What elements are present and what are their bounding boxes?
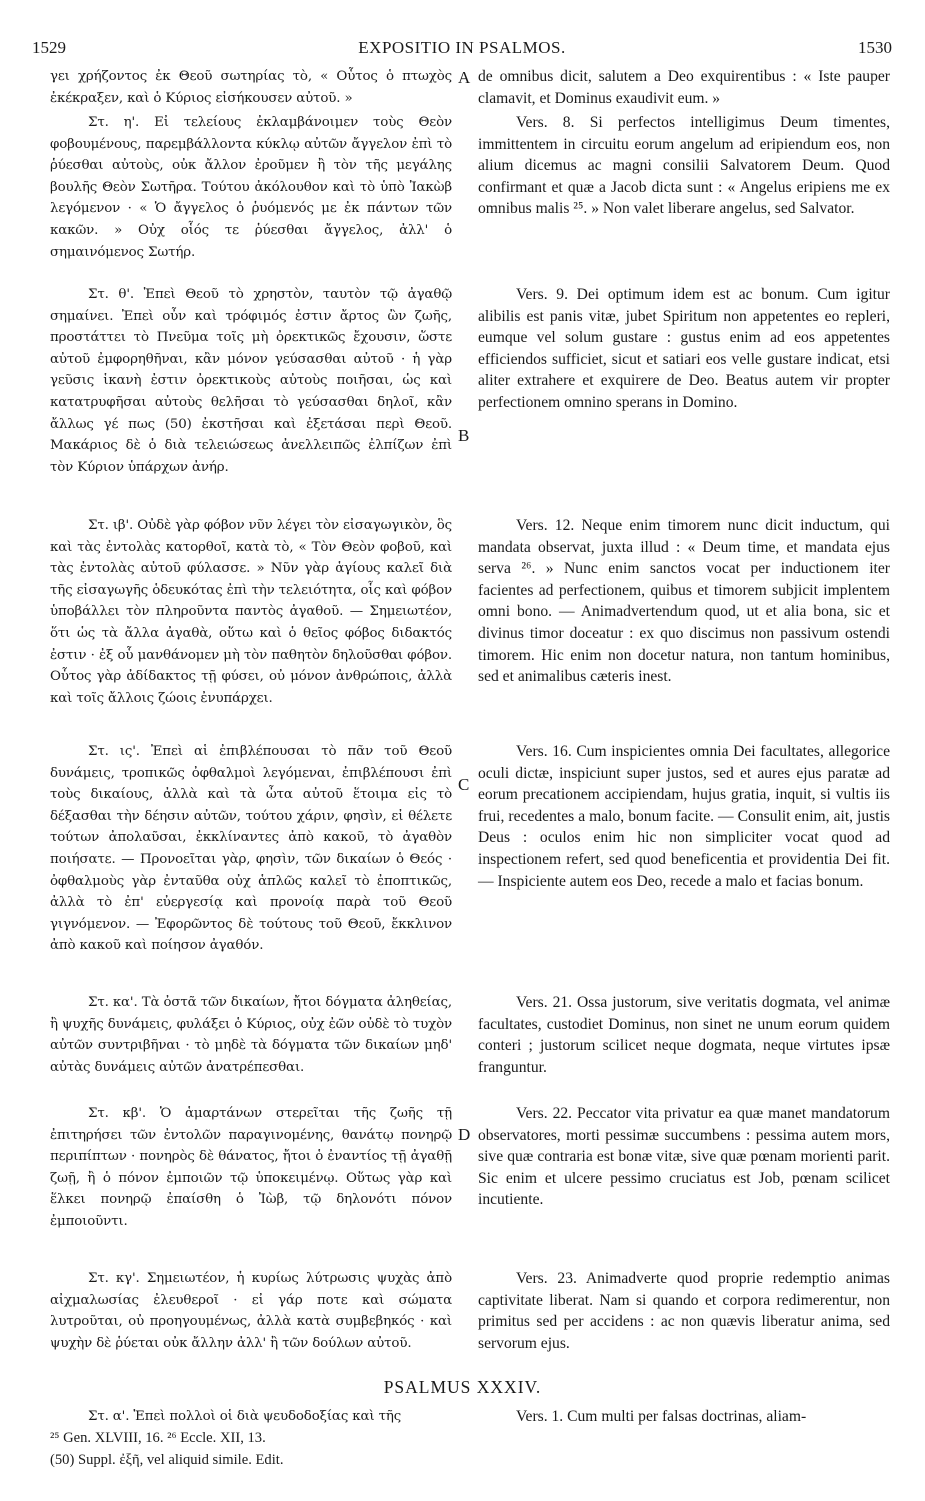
footnote-note: (50) Suppl. ἐξῆ, vel aliquid simile. Edit. [50,1452,284,1468]
page-number-left: 1529 [32,38,66,57]
latin-paragraph-7: Vers. 22. Peccator vita privatur ea quæ manet mandatorum observatores, morti pessimæ succumbens : pessima autem mors, sive quæ contraria est bonæ vitæ, sive quæ pœnam morienti parit. Sic enim et ulcere pessimo cruciatus est Job, pœnam scilicet incutiente. [478,1105,890,1209]
margin-marker-c: C [458,775,470,794]
latin-paragraph-3: Vers. 9. Dei optimum idem est ac bonum. Cum igitur alibilis est panis vitæ, jubet Spiritum non appetentes eo repleri, eumque vel solum gustare : gustus enim ad eos appetentes efficiendos sufficiet, sicut et satiari eos velle gustare indicat, etsi aliter extrahere et exquirere de Deo. Beatus autem vir propter perfectionem omnino sperans in Domino. [478,286,890,411]
latin-paragraph-5: Vers. 16. Cum inspicientes omnia Dei facultates, allegorice oculi dictæ, inspiciunt super justos, sed et aures ejus paratæ ad eorum precationem accipiendam, hujus gratia, inquit, si vultis iis frui, recedentes a malo, bonum facite. — Consulit enim, ait, justis Deus : oculos enim hic non simpliciter vocat quod ad inspectionem refert, sed quod beneficentia et providentia Dei fit. — Inspiciente autem eos Deo, recede a malo et facias bonum. [478,743,890,890]
latin-paragraph-4: Vers. 12. Neque enim timorem nunc dicit inductum, qui mandata observat, juxta illud : « Deum time, et mandata ejus serva ²⁶. » Nunc enim sanctos vocat per inductionem iter facientes ad perfectionem, quibus et timorem subjicit implentem omni bono. — Animadvertendum quod, ut et alia bona, sic et divinus timor doceatur : ex quo discimus non passivum ostendi timorem. Hic enim non docetur natura, non tantum hominibus, sed et animalibus cæteris inest. [478,517,890,686]
latin-paragraph-8: Vers. 23. Animadverte quod proprie redemptio animas captivitate liberat. Nam si quando et corpora redimerentur, non primitus sed per accidens : ac non quævis liberatur anima, sed servorum ejus. [478,1270,890,1352]
page-number-right: 1530 [858,38,892,57]
running-title: EXPOSITIO IN PSALMOS. [358,38,566,57]
latin-paragraph-6: Vers. 21. Ossa justorum, sive veritatis dogmata, vel animæ facultates, custodiet Dominus, non sinet ne unum eorum quidem conteri ; justorum scilicet neque dogmata, neque virtutes ipsæ franguntur. [478,994,890,1076]
latin-paragraph-1: de omnibus dicit, salutem a Deo exquirentibus : « Iste pauper clamavit, et Dominus exaudivit eum. » [478,68,890,107]
greek-paragraph-4: Στ. ιβ'. Οὐδὲ γὰρ φόβον νῦν λέγει τὸν εἰσαγωγικὸν, ὃς καὶ τὰς ἐντολὰς κατορθοῖ, κατὰ τὸ, « Τὸν Θεὸν φοβοῦ, καὶ τὰς ἐντολὰς αὐτοῦ φύλασσε. » Νῦν γὰρ ἁγίους καλεῖ διὰ τῆς εἰσαγωγῆς ὁδευκότας ἐπὶ τὴν τελειότητα, οἷς καὶ φόβον ὑποβάλλει τὸν πληροῦντα παντὸς ἀγαθοῦ. — Σημειωτέον, ὅτι ὡς τὰ ἄλλα ἀγαθὰ, οὕτω καὶ ὁ θεῖος φόβος διδακτός ἐστιν · ἐξ οὗ μανθάνομεν μὴ τὸν παθητὸν δηλοῦσθαι φόβον. Οὗτος γὰρ ἀδίδακτος τῇ φύσει, οὐ μόνον ἀνθρώποις, ἀλλὰ καὶ τοῖς ἄλλοις ζώοις ἐνυπάρχει. [50,518,452,706]
greek-paragraph-5: Στ. ις'. Ἐπεὶ αἱ ἐπιβλέπουσαι τὸ πᾶν τοῦ Θεοῦ δυνάμεις, τροπικῶς ὀφθαλμοὶ λεγόμεναι, ἐπιβλέπουσι ἐπὶ τοὺς δικαίους, ἀλλὰ καὶ τὰ ὦτα αὐτοῦ ἕτοιμα εἰς τὸ δέξασθαι τὴν δέησιν αὐτῶν, τούτου χάριν, φησὶν, εἰ θέλετε τούτων ἀπολαῦσαι, ἐκκλίναντες ἀπὸ κακοῦ, τὸ ἀγαθὸν ποιήσατε. — Προνοεῖται γὰρ, φησὶν, τῶν δικαίων ὁ Θεός · ὀφθαλμοὺς γὰρ ἐνταῦθα οὐχ ἁπλῶς καλεῖ τὸ ἐποπτικῶς, ἀλλὰ τὸ ἐπ' εὐεργεσίᾳ καὶ προνοίᾳ παρὰ τοῦ Θεοῦ γιγνόμενον. — Ἐφορῶντος δὲ τούτους τοῦ Θεοῦ, ἔκκλινον ἀπὸ κακοῦ καὶ ποίησον ἀγαθόν. [50,744,452,954]
greek-paragraph-6: Στ. κα'. Τὰ ὀστᾶ τῶν δικαίων, ἤτοι δόγματα ἀληθείας, ἢ ψυχῆς δυνάμεις, φυλάξει ὁ Κύριος, οὐχ ἐῶν οὐδὲ τὸ τυχὸν αὐτῶν συντριβῆναι · τὸ μηδὲ τὰ δόγματα τῶν δικαίων μηδ' αὐτὰς δυνάμεις αὐτῶν ἀνατρέπεσθαι. [50,995,452,1075]
latin-paragraph-2: Vers. 8. Si perfectos intelligimus Deum timentes, immittentem in circuitu eorum angelum ad eripiendum eos, non alium dicemus ac magni consilii Salvatorem Deum. Quod confirmant et quæ a Jacob dicta sunt : « Angelus eripiens me ex omnibus malis ²⁵. » Non valet liberare angelus, sed Salvator. [478,114,890,218]
margin-marker-b: B [458,426,470,445]
latin-paragraph-9: Vers. 1. Cum multi per falsas doctrinas, aliam- [516,1408,807,1425]
page-header [32,38,892,60]
greek-paragraph-1: γει χρήζοντος ἐκ Θεοῦ σωτηρίας τὸ, « Οὗτος ὁ πτωχὸς ἐκέκραξεν, καὶ ὁ Κύριος εἰσήκουσεν αὐτοῦ. » [50,69,452,106]
margin-marker-a: A [458,68,471,87]
greek-paragraph-3: Στ. θ'. Ἐπεὶ Θεοῦ τὸ χρηστὸν, ταυτὸν τῷ ἀγαθῷ σημαίνει. Ἐπεὶ οὖν καὶ τρόφιμός ἐστιν ἄρτος ὢν ζωῆς, προστάττει τὸ Πνεῦμα τοῖς μὴ ὀρεκτικῶς ἔχουσιν, ὥστε αὐτοῦ ἐμφορηθῆναι, κἂν μόνον γεύσασθαι αὐτοῦ · ἡ γὰρ γεῦσις ἱκανὴ ἐστιν ὀρεκτικοὺς αὐτοὺς ποιῆσαι, ὡς καὶ κατατρυφῆσαι αὐτοὺς θελῆσαι τὸ γεύσασθαι δηλοῖ, κἂν ἄλλως γέ πως (50) ἐκστῆσαι καὶ ἐξετάσαι περὶ Θεοῦ. Μακάριος δὲ ὁ διὰ τελειώσεως ἀνελλειπῶς ἐλπίζων ἐπὶ τὸν Κύριον ὑπάρχων ἀνήρ. [50,287,452,475]
footnote-references: ²⁵ Gen. XLVIII, 16. ²⁶ Eccle. XII, 13. [50,1430,266,1446]
greek-paragraph-2: Στ. η'. Εἰ τελείους ἐκλαμβάνοιμεν τοὺς Θεὸν φοβουμένους, παρεμβάλλοντα κύκλῳ αὐτῶν ἄγγελον ἐπὶ τὸ ῥύεσθαι αὐτοὺς, οὐκ ἄλλον ἐροῦμεν ἢ τὸν τῆς μεγάλης βουλῆς Θεὸν Σωτῆρα. Τούτου ἀκόλουθον καὶ τὸ ὑπὸ Ἰακὼβ λεγόμενον · « Ὁ ἄγγελος ὁ ῥυόμενός με ἐκ πάντων τῶν κακῶν. » Οὐχ οἷός τε ῥύεσθαι ἄγγελος, ἀλλ' ὁ σημαινόμενος Σωτήρ. [50,115,452,260]
psalm-heading: PSALMUS XXXIV. [383,1377,542,1397]
greek-paragraph-9: Στ. α'. Ἐπεὶ πολλοὶ οἱ διὰ ψευδοδοξίας καὶ τῆς [88,1409,402,1424]
greek-paragraph-8: Στ. κγ'. Σημειωτέον, ἡ κυρίως λύτρωσις ψυχὰς ἀπὸ αἰχμαλωσίας ἐλευθεροῖ · εἰ γάρ ποτε καὶ σώματα λυτροῦται, οὐ προηγουμένως, ἀλλὰ κατὰ συμβεβηκός · καὶ ψυχὴν δὲ ῥύεται οὐκ ἄλλην ἀλλ' ἢ τῶν δούλων αὐτοῦ. [50,1271,452,1351]
greek-paragraph-7: Στ. κβ'. Ὁ ἁμαρτάνων στερεῖται τῆς ζωῆς τῇ ἐπιτηρήσει τῶν ἐντολῶν παραγινομένης, θανάτῳ πονηρῷ περιπίπτων · πονηρὸς δὲ θάνατος, ἤτοι ὁ ἐναντίος τῇ ἀγαθῇ ζωῇ, ἢ ὁ πόνον ἐμποιῶν τῷ ὑποκειμένῳ. Οὕτως γὰρ καὶ ἕλκει πονηρῷ ἐπαίσθη ὁ Ἰὼβ, τῷ δηλονότι πόνον ἐμποιοῦντι. [50,1106,452,1229]
margin-marker-d: D [458,1125,471,1144]
